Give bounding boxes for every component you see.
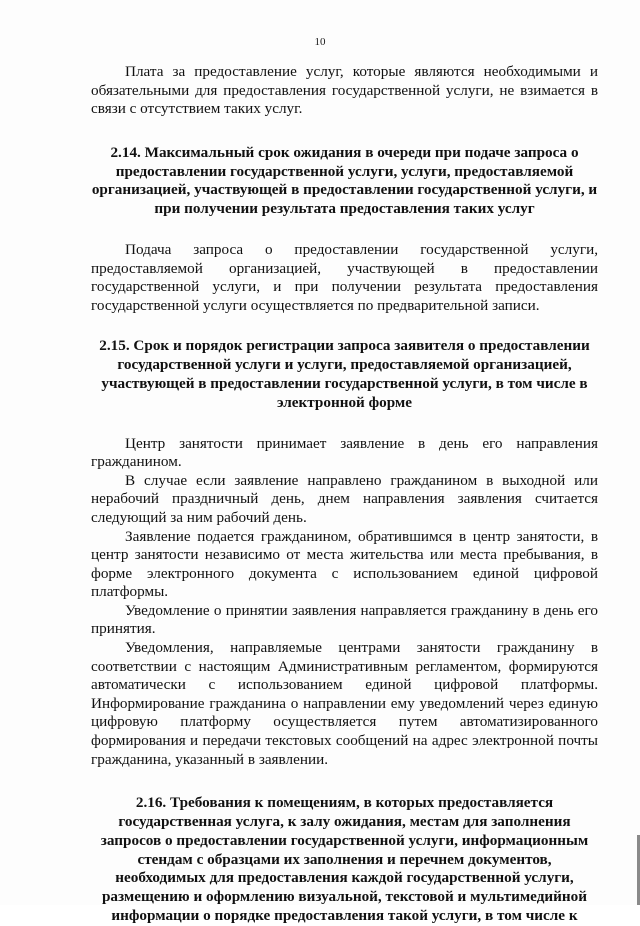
paragraph-acceptance-notice: Уведомление о принятии заявления направляется гражданину в день его принятия. — [91, 601, 598, 638]
page-number: 10 — [314, 36, 326, 48]
paragraph-fee: Плата за предоставление услуг, которые являются необходимыми и обязательными для предоставления государственной услуги, не взимается в связи с отсутствием таких услуг. — [91, 63, 598, 118]
paragraph-registration-day: Центр занятости принимает заявление в день его направления гражданином. — [91, 434, 598, 471]
paragraph-queue-booking: Подача запроса о предоставлении государственной услуги, предоставляемой организацией, участвующей в предоставлении государственной услуги, и при получении результата предоставления государственной услуги осуществляется по предварительной записи. — [91, 240, 598, 314]
paragraph-submission: Заявление подается гражданином, обратившимся в центр занятости, в центр занятости независимо от места жительства или места пребывания, в форме электронного документа с использованием единой цифровой платформы. — [91, 527, 598, 601]
paragraph-holiday-rule: В случае если заявление направлено гражданином в выходной или нерабочий праздничный день, днем направления заявления считается следующий за ним рабочий день. — [91, 471, 598, 526]
section-heading-2-15: 2.15. Срок и порядок регистрации запроса заявителя о предоставлении государственной услуги и услуги, предоставляемой организацией, участвующей в предоставлении государственной услуги, в том числе в электронной форме — [99, 337, 590, 411]
section-heading-2-16: 2.16. Требования к помещениям, в которых предоставляется государственная услуга, к залу ожидания, местам для заполнения запросов о предоставлении государственной услуги, информационным стендам с образцами их заполнения и перечнем документов, необходимых для предоставления каждой государственной услуги, размещению и оформлению визуальной, текстовой и мультимедийной информации о порядке предоставления такой услуги, в том числе к — [100, 794, 589, 924]
document-body — [91, 63, 598, 926]
section-heading-2-14: 2.14. Максимальный срок ожидания в очереди при подаче запроса о предоставлении государственной услуги, услуги, предоставляемой организацией, участвующей в предоставлении государственной услуги, и при получении результата предоставления таких услуг — [91, 143, 598, 218]
paragraph-notifications: Уведомления, направляемые центрами занятости гражданину в соответствии с настоящим Административным регламентом, формируются автоматически с использованием единой цифровой платформы. Информирование гражданина о направлении ему уведомлений через единую цифровую платформу осуществляется путем автоматизированного формирования и передачи текстовых сообщений на адрес электронной почты гражданина, указанный в заявлении. — [91, 639, 598, 768]
